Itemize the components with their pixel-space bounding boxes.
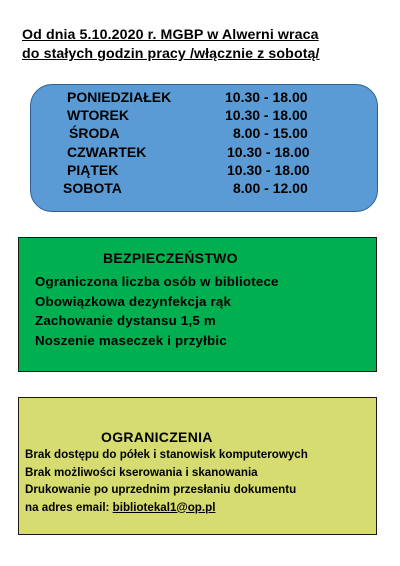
email-link[interactable]: bibliotekal1@op.pl	[112, 500, 216, 514]
time-range: 10.30 - 18.00	[225, 107, 308, 123]
hours-row-friday	[31, 161, 377, 179]
time-range: 10.30 - 18.00	[227, 144, 310, 160]
time-range: 8.00 - 15.00	[233, 125, 308, 141]
hours-row-wednesday	[31, 124, 377, 142]
list-item: Brak dostępu do półek i stanowisk komputerowych	[25, 448, 308, 461]
header-line-1: Od dnia 5.10.2020 r. MGBP w Alwerni wraca	[22, 27, 319, 43]
limitations-box	[18, 397, 377, 535]
hours-row-monday	[31, 88, 377, 106]
hours-row-tuesday	[31, 106, 377, 124]
list-item: Drukowanie po uprzednim przesłaniu dokumentu	[25, 483, 297, 496]
day-label: WTOREK	[67, 107, 129, 123]
day-label: PONIEDZIAŁEK	[67, 89, 172, 105]
header-line-2: do stałych godzin pracy /włącznie z sobotą/	[22, 46, 320, 62]
hours-row-thursday	[31, 143, 377, 161]
time-range: 8.00 - 12.00	[233, 180, 308, 196]
day-label: CZWARTEK	[67, 144, 147, 160]
day-label: ŚRODA	[69, 125, 120, 141]
limitations-list	[25, 446, 308, 516]
list-item: Noszenie maseczek i przyłbic	[35, 332, 227, 348]
day-label: SOBOTA	[63, 180, 122, 196]
day-label: PIĄTEK	[67, 162, 119, 178]
email-prefix: na adres email:	[25, 500, 113, 514]
announcement-header	[22, 26, 382, 64]
hours-row-saturday	[31, 179, 377, 197]
limitations-title: OGRANICZENIA	[101, 429, 213, 445]
list-item: Zachowanie dystansu 1,5 m	[35, 313, 216, 328]
list-item: Ograniczona liczba osób w bibliotece	[35, 274, 279, 289]
safety-list	[35, 272, 279, 350]
time-range: 10.30 - 18.00	[225, 89, 308, 105]
opening-hours-box	[30, 84, 378, 212]
safety-box	[18, 237, 377, 372]
list-item: Obowiązkowa dezynfekcja rąk	[35, 293, 232, 309]
time-range: 10.30 - 18.00	[227, 162, 310, 178]
list-item: Brak możliwości kserowania i skanowania	[25, 465, 258, 479]
list-item-email	[25, 499, 308, 517]
safety-title: BEZPIECZEŃSTWO	[103, 250, 238, 266]
